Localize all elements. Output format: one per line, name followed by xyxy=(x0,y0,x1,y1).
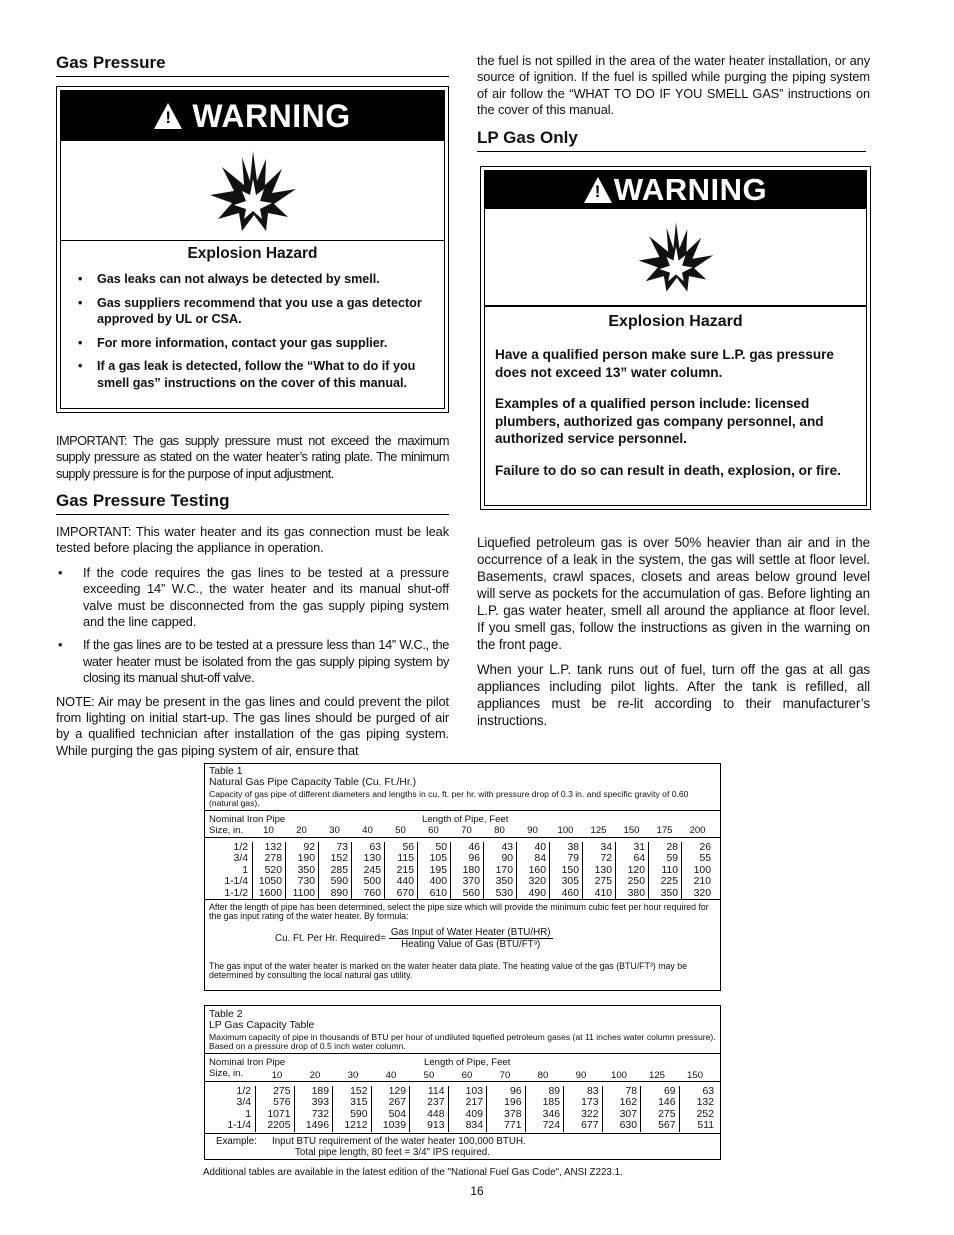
table-cell: 520 xyxy=(264,864,282,876)
table-cell: 771 xyxy=(504,1120,522,1132)
length-cell: 125 xyxy=(590,825,607,836)
table-description: Capacity of gas pipe of different diameters and lengths in cu. ft. per hr. with pressure drop of 0.3 in. and specific gravity of 0.60 (natural gas). xyxy=(209,789,689,809)
table-cell: 380 xyxy=(627,887,645,899)
table-cell: 132 xyxy=(696,1097,714,1109)
size-cell: 1-1/2 xyxy=(224,887,248,899)
table-cell: 410 xyxy=(594,887,612,899)
table-cell: 350 xyxy=(297,864,315,876)
table-2-grid xyxy=(205,1086,720,1132)
length-cell: 10 xyxy=(263,825,274,836)
table-cell: 180 xyxy=(462,864,480,876)
table-cell: 760 xyxy=(363,887,381,899)
table-cell: 490 xyxy=(528,887,546,899)
table-cell: 38 xyxy=(567,842,579,853)
warning-bullet-list xyxy=(69,271,436,391)
table-cell: 307 xyxy=(619,1108,637,1120)
hazard-title: Explosion Hazard xyxy=(608,313,743,330)
table-cell: 64 xyxy=(633,853,645,865)
table-cell: 275 xyxy=(594,876,612,888)
table-cell: 567 xyxy=(658,1120,676,1132)
table-cell: 84 xyxy=(534,853,546,865)
table-cell: 275 xyxy=(658,1108,676,1120)
table-cell: 50 xyxy=(435,842,447,853)
size-cell: 1 xyxy=(242,864,248,876)
size-cell: 1/2 xyxy=(236,1086,251,1097)
warning-triangle-icon: ! xyxy=(154,103,182,129)
table-cell: 250 xyxy=(627,876,645,888)
list-item: • If the gas lines are to be tested at a pressure less than 14” W.C., the water heater must be isolated from the gas supply piping system by closing its manual shut-off valve. xyxy=(56,637,449,686)
length-cell: 30 xyxy=(329,825,340,836)
table-cell: 576 xyxy=(273,1097,291,1109)
table-cell: 92 xyxy=(303,842,315,853)
warning-paragraph: Have a qualified person make sure L.P. gas pressure does not exceed 13” water column. xyxy=(495,347,834,380)
column-header-pipe: Nominal Iron Pipe xyxy=(209,814,286,825)
table-1-natural-gas xyxy=(204,763,721,991)
size-column xyxy=(205,1086,255,1132)
table-cell: 195 xyxy=(429,864,447,876)
table-cell: 677 xyxy=(581,1120,599,1132)
value-column xyxy=(384,842,417,899)
table-cell: 103 xyxy=(465,1086,483,1097)
explosion-icon xyxy=(208,149,298,233)
table-cell: 440 xyxy=(396,876,414,888)
value-column xyxy=(318,842,351,899)
table-cell: 225 xyxy=(660,876,678,888)
table-cell: 160 xyxy=(528,864,546,876)
table-cell: 26 xyxy=(699,842,711,853)
hazard-title: Explosion Hazard xyxy=(187,245,318,262)
table-cell: 630 xyxy=(619,1120,637,1132)
table-cell: 46 xyxy=(468,842,480,853)
value-column xyxy=(549,842,582,899)
table-cell: 278 xyxy=(264,853,282,865)
table-cell: 73 xyxy=(336,842,348,853)
table-cell: 320 xyxy=(528,876,546,888)
warning-banner: ! WARNING xyxy=(485,171,866,209)
table-cell: 189 xyxy=(311,1086,329,1097)
table-cell: 110 xyxy=(661,864,678,876)
table-cell: 350 xyxy=(495,876,513,888)
table-cell: 560 xyxy=(462,887,480,899)
value-column xyxy=(582,842,615,899)
table-cell: 285 xyxy=(330,864,348,876)
list-item: • For more information, contact your gas supplier. xyxy=(69,335,436,352)
table-cell: 2205 xyxy=(267,1120,291,1132)
table-cell: 63 xyxy=(702,1086,714,1097)
heading-gas-pressure-testing: Gas Pressure Testing xyxy=(56,491,449,515)
length-cell: 200 xyxy=(689,825,706,836)
length-header-row xyxy=(252,825,714,836)
example-line-1: Example: Input BTU requirement of the water heater 100,000 BTUH. xyxy=(216,1136,526,1147)
table-cell: 89 xyxy=(548,1086,560,1097)
table-cell: 610 xyxy=(429,887,447,899)
table-cell: 59 xyxy=(666,853,678,865)
table-cell: 834 xyxy=(465,1120,483,1132)
table-cell: 670 xyxy=(396,887,414,899)
size-cell: 3/4 xyxy=(233,853,248,865)
length-cell: 125 xyxy=(648,1070,665,1081)
table-cell: 152 xyxy=(330,853,348,865)
table-cell: 190 xyxy=(297,853,315,865)
table-cell: 320 xyxy=(693,887,711,899)
warning-box-gas-leak xyxy=(56,86,449,413)
length-cell: 175 xyxy=(656,825,673,836)
list-item: • If a gas leak is detected, follow the “What to do if you smell gas” instructions on the cover of this manual. xyxy=(69,358,436,391)
table-2-lp-gas xyxy=(204,1005,721,1160)
testing-section xyxy=(56,524,449,767)
value-column xyxy=(332,1086,371,1132)
table-cell: 120 xyxy=(627,864,645,876)
table-cell: 129 xyxy=(388,1086,406,1097)
table-cell: 732 xyxy=(311,1108,329,1120)
table-cell: 72 xyxy=(600,853,612,865)
after-length-text: After the length of pipe has been determined, select the pipe size which will provide the minimum cubic feet per hour required for the gas input rating of the water heater. By formula: xyxy=(209,902,709,922)
table-cell: 132 xyxy=(264,842,282,853)
table-cell: 162 xyxy=(619,1097,637,1109)
length-cell: 40 xyxy=(362,825,373,836)
table-cell: 370 xyxy=(462,876,480,888)
length-cell: 10 xyxy=(271,1070,283,1081)
table-cell: 913 xyxy=(427,1120,445,1132)
value-column xyxy=(525,1086,564,1132)
value-column xyxy=(602,1086,641,1132)
value-column xyxy=(294,1086,333,1132)
table-description: Maximum capacity of pipe in thousands of BTU per hour of undiluted liquefied petroleum gases (at 11 inches water column pressure). Based on a pressure drop of 0.5 inch water column. xyxy=(209,1032,716,1052)
length-cell: 100 xyxy=(557,825,574,836)
table-cell: 322 xyxy=(581,1108,599,1120)
table-cell: 275 xyxy=(273,1086,291,1097)
value-column xyxy=(483,842,516,899)
example-label: Example: xyxy=(216,1136,257,1147)
table-cell: 730 xyxy=(297,876,315,888)
list-item: • Gas suppliers recommend that you use a gas detector approved by UL or CSA. xyxy=(69,295,436,328)
heading-lp-gas-only: LP Gas Only xyxy=(477,128,866,152)
table-cell: 245 xyxy=(363,864,381,876)
table-cell: 1496 xyxy=(305,1120,329,1132)
table-title: Natural Gas Pipe Capacity Table (Cu. Ft./Hr.) xyxy=(209,777,417,788)
warning-triangle-icon: ! xyxy=(584,177,612,203)
value-column xyxy=(371,1086,410,1132)
value-column xyxy=(255,1086,294,1132)
length-cell: 150 xyxy=(686,1070,703,1081)
table-cell: 409 xyxy=(465,1108,483,1120)
lp-paragraph-1: Liquefied petroleum gas is over 50% heavier than air and in the occurrence of a leak in the system, the gas will settle at floor level. Basements, crawl spaces, closets and areas below ground level will serve as pockets for the accumulation of gas. Before lighting an L.P. gas water heater, smell all around the appliance at floor level. If you smell gas, follow the instructions as given in the warning on the front page. xyxy=(477,535,870,652)
table-cell: 170 xyxy=(495,864,513,876)
page-number: 16 xyxy=(470,1184,484,1198)
table-title: LP Gas Capacity Table xyxy=(209,1020,315,1031)
table-cell: 400 xyxy=(429,876,447,888)
table-cell: 56 xyxy=(402,842,414,853)
example-line-2: Total pipe length, 80 feet = 3/4" IPS required. xyxy=(295,1146,490,1158)
value-column xyxy=(409,1086,448,1132)
size-cell: 1/2 xyxy=(233,842,248,853)
table-label: Table 2 xyxy=(209,1009,243,1020)
table-cell: 185 xyxy=(542,1097,560,1109)
column-header-pipe: Nominal Iron Pipe xyxy=(209,1057,286,1068)
heading-gas-pressure: Gas Pressure xyxy=(56,53,449,77)
table-cell: 217 xyxy=(465,1097,483,1109)
value-column xyxy=(450,842,483,899)
length-cell: 30 xyxy=(347,1070,359,1081)
table-cell: 63 xyxy=(369,842,381,853)
table-cell: 890 xyxy=(330,887,348,899)
table-cell: 350 xyxy=(660,887,678,899)
table-cell: 511 xyxy=(697,1120,714,1132)
table-cell: 55 xyxy=(699,853,711,865)
table-cell: 79 xyxy=(567,853,579,865)
table-cell: 34 xyxy=(600,842,612,853)
continued-text: the fuel is not spilled in the area of the water heater installation, or any source of ignition. If the fuel is spilled while purging the piping system of air follow the “WHAT TO DO IF YOU SMELL GAS” instructions on the cover of this manual. xyxy=(477,53,870,118)
table-cell: 252 xyxy=(696,1108,714,1120)
column-header-size: Size, in. xyxy=(209,825,244,836)
table-cell: 237 xyxy=(427,1097,445,1109)
table-cell: 96 xyxy=(509,1086,522,1097)
size-cell: 1-1/4 xyxy=(224,876,248,888)
table-cell: 500 xyxy=(363,876,381,888)
formula-numerator: Gas Input of Water Heater (BTU/HR) xyxy=(390,926,551,938)
table-cell: 196 xyxy=(504,1097,522,1109)
length-cell: 50 xyxy=(395,825,406,836)
table-cell: 105 xyxy=(429,853,447,865)
value-column xyxy=(351,842,384,899)
value-column xyxy=(252,842,285,899)
warning-banner: ! WARNING xyxy=(61,91,444,141)
length-header-row xyxy=(258,1070,714,1081)
length-header: Length of Pipe, Feet xyxy=(424,1057,511,1068)
table-cell: 78 xyxy=(625,1086,637,1097)
table-cell: 530 xyxy=(495,887,513,899)
footnote: Additional tables are available in the latest edition of the "National Fuel Gas Code", ANSI Z223.1. xyxy=(203,1167,623,1178)
table-cell: 146 xyxy=(658,1097,676,1109)
size-cell: 1 xyxy=(245,1108,251,1120)
value-column xyxy=(417,842,450,899)
value-column xyxy=(285,842,318,899)
lp-paragraphs xyxy=(477,534,870,737)
length-cell: 70 xyxy=(499,1070,511,1081)
value-column xyxy=(679,1086,718,1132)
table-cell: 1039 xyxy=(382,1120,406,1132)
table-cell: 96 xyxy=(468,853,480,865)
table-cell: 590 xyxy=(330,876,348,888)
table-cell: 1071 xyxy=(267,1108,291,1120)
table-cell: 305 xyxy=(561,876,579,888)
length-cell: 90 xyxy=(575,1070,587,1081)
length-cell: 40 xyxy=(385,1070,397,1081)
length-cell: 20 xyxy=(296,825,307,836)
value-column xyxy=(516,842,549,899)
length-cell: 80 xyxy=(494,825,505,836)
table-cell: 115 xyxy=(397,853,414,865)
table-cell: 448 xyxy=(427,1108,445,1120)
table-cell: 43 xyxy=(501,842,513,853)
table-cell: 152 xyxy=(350,1086,368,1097)
value-column xyxy=(640,1086,679,1132)
table-cell: 114 xyxy=(427,1086,445,1097)
table-cell: 1100 xyxy=(292,887,315,899)
table-cell: 130 xyxy=(363,853,381,865)
table-footer-text: The gas input of the water heater is marked on the water heater data plate. The heating value of the gas (BTU/FT³) may be determined by consulting the local natural gas utility. xyxy=(209,960,688,981)
length-cell: 70 xyxy=(461,825,472,836)
lp-paragraph-2: When your L.P. tank runs out of fuel, turn off the gas at all gas appliances including pilot lights. After the tank is refilled, all appliances must be re-lit according to their manufacturer’s instructions. xyxy=(477,662,870,728)
table-label: Table 1 xyxy=(209,766,243,777)
table-cell: 173 xyxy=(581,1097,599,1109)
table-cell: 1050 xyxy=(258,876,282,888)
table-cell: 210 xyxy=(693,876,711,888)
value-column xyxy=(486,1086,525,1132)
table-cell: 215 xyxy=(396,864,414,876)
formula-fraction xyxy=(389,927,553,950)
value-column xyxy=(448,1086,487,1132)
table-cell: 1600 xyxy=(258,887,282,899)
formula xyxy=(275,927,716,950)
formula-lhs: Cu. Ft. Per Hr. Required= xyxy=(275,932,386,944)
size-column xyxy=(205,842,252,899)
table-cell: 130 xyxy=(594,864,612,876)
value-column xyxy=(563,1086,602,1132)
table-cell: 315 xyxy=(350,1097,368,1109)
explosion-icon xyxy=(637,220,715,294)
length-cell: 50 xyxy=(423,1070,435,1081)
warning-paragraph: Failure to do so can result in death, explosion, or fire. xyxy=(495,462,841,478)
size-cell: 1-1/4 xyxy=(227,1120,251,1132)
table-cell: 28 xyxy=(666,842,678,853)
table-cell: 69 xyxy=(663,1086,676,1097)
length-cell: 80 xyxy=(537,1070,549,1081)
list-item: • If the code requires the gas lines to be tested at a pressure exceeding 14” W.C., the water heater and its manual shut-off valve must be disconnected from the gas supply piping system and the line capped. xyxy=(56,565,449,631)
value-column xyxy=(681,842,714,899)
length-cell: 90 xyxy=(527,825,538,836)
length-header: Length of Pipe, Feet xyxy=(422,814,509,825)
length-cell: 60 xyxy=(461,1070,473,1081)
length-cell: 60 xyxy=(428,825,439,836)
testing-bullet-list xyxy=(56,565,449,687)
length-cell: 150 xyxy=(623,825,640,836)
table-cell: 393 xyxy=(311,1097,329,1109)
warning-box-lp-gas xyxy=(480,166,871,510)
table-cell: 83 xyxy=(586,1086,599,1097)
length-cell: 20 xyxy=(309,1070,321,1081)
table-cell: 724 xyxy=(542,1120,560,1132)
length-cell: 100 xyxy=(610,1070,627,1081)
table-cell: 460 xyxy=(561,887,579,899)
table-cell: 150 xyxy=(561,864,579,876)
formula-denominator: Heating Value of Gas (BTU/FT³) xyxy=(401,938,541,950)
list-item: • Gas leaks can not always be detected by smell. xyxy=(69,271,436,288)
value-column xyxy=(648,842,681,899)
table-cell: 590 xyxy=(350,1108,368,1120)
important-pressure-text: IMPORTANT: The gas supply pressure must not exceed the maximum supply pressure as stated on the water heater’s rating plate. The minimum supply pressure is for the purpose of input adjustment. xyxy=(56,433,449,481)
warning-paragraph: Examples of a qualified person include: licensed plumbers, authorized gas company personnel, and authorized service personnel. xyxy=(495,396,824,446)
important-testing-text: IMPORTANT: This water heater and its gas connection must be leak tested before placing the appliance in operation. xyxy=(56,524,449,556)
note-text: NOTE: Air may be present in the gas lines and could prevent the pilot from lighting on initial start-up. The gas lines should be purged of air by a qualified technician after installation of the gas piping system. While purging the gas piping system of air, ensure that xyxy=(56,693,449,758)
table-cell: 90 xyxy=(501,853,513,865)
table-cell: 100 xyxy=(693,864,711,876)
size-cell: 3/4 xyxy=(236,1097,251,1109)
table-cell: 31 xyxy=(633,842,645,853)
table-cell: 267 xyxy=(388,1097,406,1109)
value-column xyxy=(615,842,648,899)
table-cell: 504 xyxy=(388,1108,406,1120)
column-header-size: Size, in. xyxy=(209,1068,244,1079)
table-cell: 378 xyxy=(504,1108,522,1120)
table-cell: 1212 xyxy=(344,1120,368,1132)
table-1-grid xyxy=(205,842,720,899)
table-cell: 40 xyxy=(534,842,546,853)
table-cell: 346 xyxy=(542,1108,560,1120)
